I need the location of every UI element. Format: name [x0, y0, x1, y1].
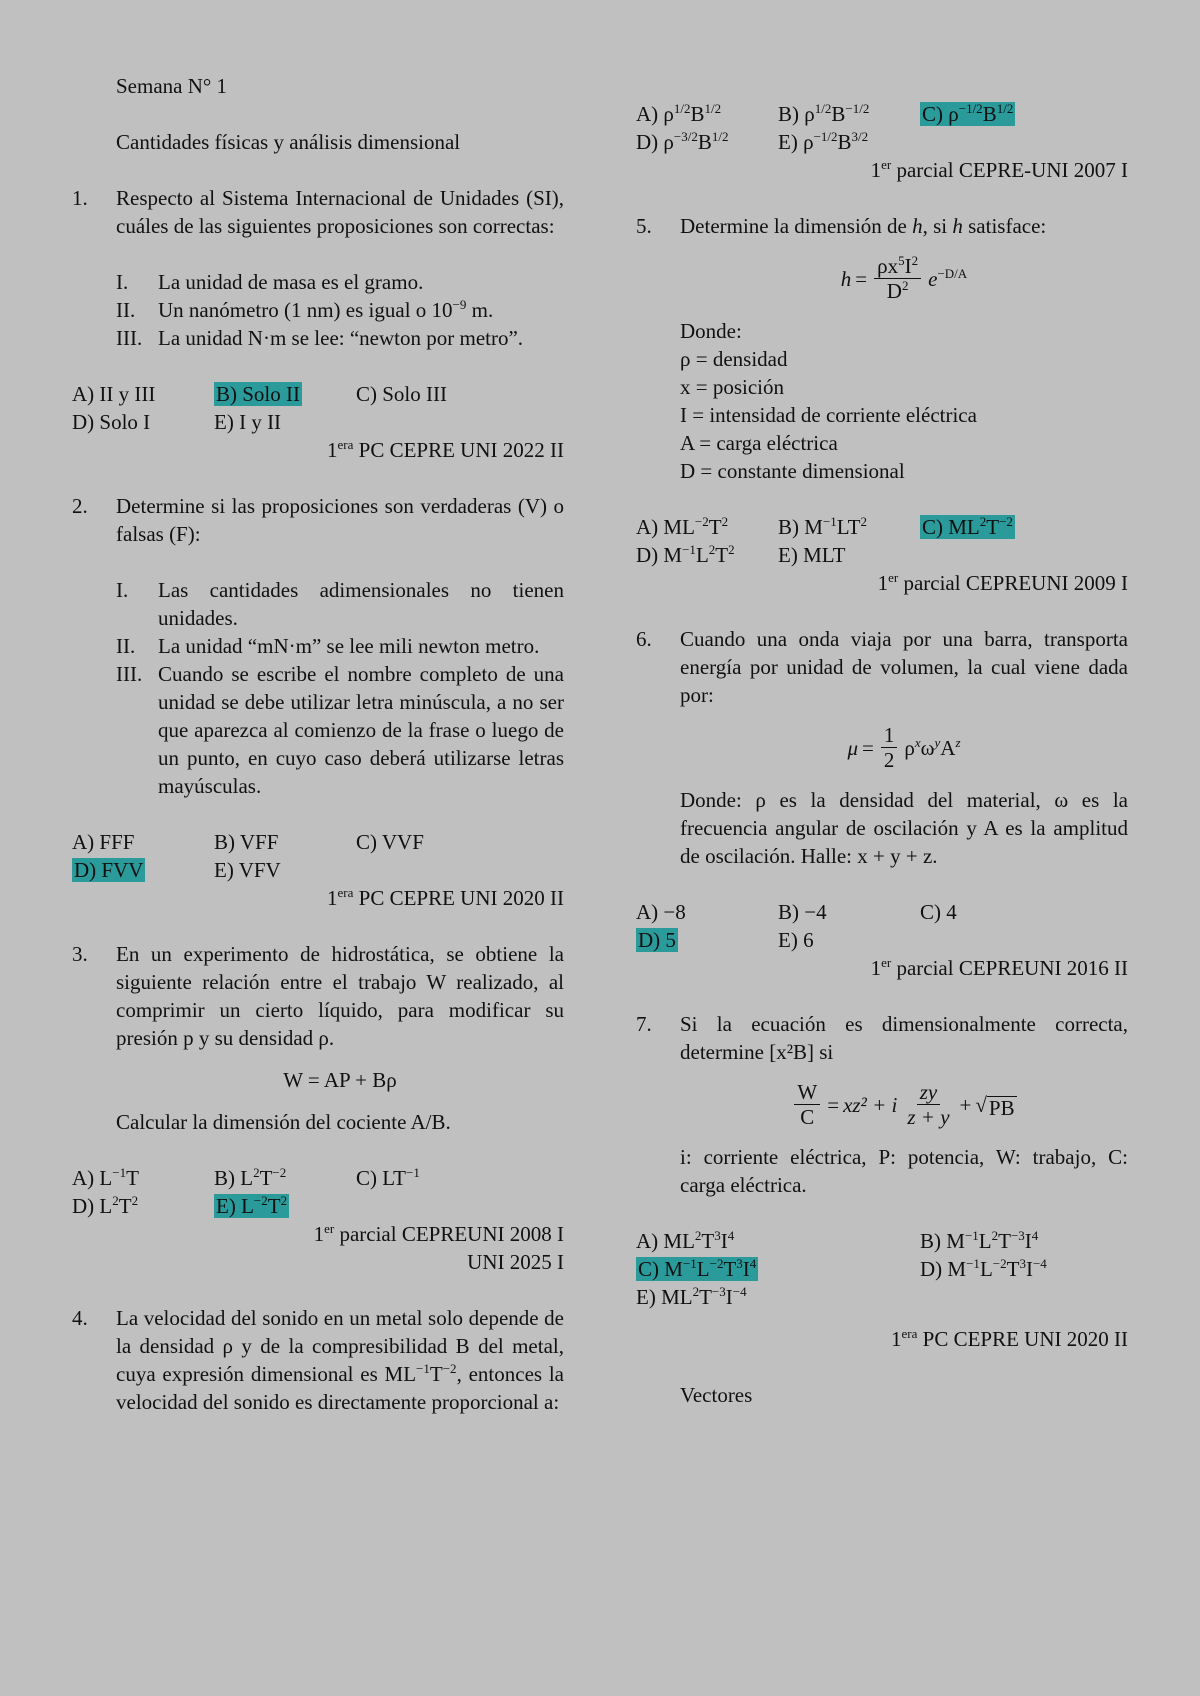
option-b[interactable]: B) $L^2T^{-2}$: [214, 1165, 287, 1190]
option-c[interactable]: C) $LT^{-1}$: [356, 1165, 420, 1190]
option-e[interactable]: E) $\rho^{-1/2}B^{3/2}$: [778, 129, 869, 154]
proposition: I. La unidad de masa es el gramo.: [116, 270, 424, 294]
question-text: Determine si las proposiciones son verdaderas (V) o falsas (F):: [116, 494, 564, 546]
question-text: Cuando una onda viaja por una barra, transporta energía por unidad de volumen, la cual viene dada por:: [680, 627, 1128, 707]
option-d[interactable]: D) $M^{-1}L^{-2}T^3I^{-4}$: [920, 1256, 1047, 1281]
question-4: [72, 1304, 564, 1416]
proposition-list: [116, 268, 564, 352]
question-text: Respecto al Sistema Internacional de Unidades (SI), cuáles de las siguientes proposiciones son correctas:: [116, 186, 564, 238]
question-7: [636, 1010, 1128, 1066]
option-d[interactable]: D) $\rho^{-3/2}B^{1/2}$: [636, 129, 729, 154]
source-reference: 1er parcial CEPREUNI 2009 I: [877, 570, 1128, 595]
option-c[interactable]: [920, 100, 1128, 128]
week-title: Semana N° 1: [116, 74, 228, 98]
option-e[interactable]: E) 6: [778, 928, 814, 952]
question-1: [72, 184, 564, 240]
question-number: 6.: [636, 627, 652, 651]
question-2: [72, 492, 564, 548]
correct-answer-highlight: C) $ML^2T^{-2}$: [922, 514, 1013, 539]
proposition: II. Un nanómetro (1 nm) es igual o $10^{-9}$ m.: [116, 297, 494, 322]
proposition: III. Cuando se escribe el nombre completo de una unidad se debe utilizar letra minúscula, a no ser que aparezca al comienzo de la frase o luego de un punto, en cuyo caso deberá utilizarse letras mayúsculas.: [116, 662, 564, 798]
option-e[interactable]: E) VFV: [214, 858, 281, 882]
answer-options: [636, 898, 1128, 954]
answer-options: [636, 1227, 1128, 1311]
correct-answer-highlight: E) $L^{-2}T^2$: [216, 1193, 288, 1218]
option-b[interactable]: B) −4: [778, 900, 827, 924]
source-reference: $1^{era}$ PC CEPRE UNI 2022 II: [327, 437, 564, 462]
source-reference: 1er parcial CEPREUNI 2016 II: [870, 955, 1128, 980]
option-a[interactable]: A) FFF: [72, 830, 135, 854]
option-c[interactable]: C) VVF: [356, 830, 424, 854]
question-number: 1.: [72, 186, 88, 210]
correct-answer-highlight: D) FVV: [74, 858, 144, 882]
option-c[interactable]: [920, 513, 1128, 541]
option-b[interactable]: B) $M^{-1}LT^2$: [778, 514, 868, 539]
next-section-title: Vectores: [680, 1383, 753, 1407]
right-column: [636, 100, 1128, 1409]
option-b[interactable]: B) $M^{-1}L^2T^{-3}I^4$: [920, 1228, 1039, 1253]
formula: μ = $\frac{1}{2}$ $\rho^x\omega^yA^z$: [847, 723, 961, 772]
proposition: II. La unidad “mN·m” se lee mili newton metro.: [116, 634, 540, 658]
option-d[interactable]: D) $L^2T^2$: [72, 1193, 139, 1218]
option-b[interactable]: [214, 380, 356, 408]
option-a[interactable]: A) $ML^2T^3I^4$: [636, 1228, 735, 1253]
correct-answer-highlight: C) $M^{-1}L^{-2}T^3I^4$: [638, 1256, 757, 1281]
proposition-list: [116, 576, 564, 800]
correct-answer-highlight: B) Solo II: [216, 382, 300, 406]
option-a[interactable]: A) −8: [636, 900, 686, 924]
option-a[interactable]: A) $ML^{-2}T^2$: [636, 514, 729, 539]
option-d[interactable]: D) Solo I: [72, 410, 151, 434]
formula: $\frac{W}{C}$ = xz² + i $\frac{zy}{z + y}$ + √ PB: [636, 1080, 1128, 1129]
question-text: Determine la dimensión de h, si h satisface:: [680, 214, 1047, 238]
option-d[interactable]: [636, 926, 778, 954]
question-text: En un experimento de hidrostática, se obtiene la siguiente relación entre el trabajo W realizado, al comprimir un cierto líquido, para modificar su presión p y su densidad ρ.: [116, 942, 564, 1050]
answer-options: [72, 828, 564, 884]
answer-options: [72, 380, 564, 436]
option-b[interactable]: B) $\rho^{1/2}B^{-1/2}$: [778, 101, 870, 126]
source-reference: $1^{era}$ PC CEPRE UNI 2020 II: [327, 885, 564, 910]
question-number: 2.: [72, 494, 88, 518]
topic-title: Cantidades físicas y análisis dimensional: [116, 130, 461, 154]
question-ask: Calcular la dimensión del cociente A/B.: [116, 1110, 451, 1134]
option-e[interactable]: [214, 1192, 356, 1220]
proposition: I. Las cantidades adimensionales no tienen unidades.: [116, 578, 564, 630]
option-e[interactable]: E) I y II: [214, 410, 282, 434]
question-3: [72, 940, 564, 1052]
formula: h = $\frac{\rho x^5I^2}{D^2}$ $e^{-D/A}$: [840, 253, 968, 303]
correct-answer-highlight: D) 5: [638, 928, 676, 952]
option-e[interactable]: E) $ML^2T^{-3}I^{-4}$: [636, 1284, 747, 1309]
question-number: 5.: [636, 214, 652, 238]
question-number: 7.: [636, 1012, 652, 1036]
sqrt-symbol: √ PB: [975, 1092, 1015, 1120]
source-reference: 1er parcial CEPREUNI 2008 I: [313, 1221, 564, 1246]
answer-options: [636, 100, 1128, 156]
left-column: [72, 72, 564, 1416]
question-text: La velocidad del sonido en un metal solo depende de la densidad ρ y de la compresibilidad B del metal, cuya expresión dimensional es $ML^{-1}T^{-2}$, entonces la velocidad del sonido es directamente proporcional a:: [116, 1306, 564, 1414]
option-e[interactable]: E) MLT: [778, 543, 846, 567]
option-d[interactable]: D) $M^{-1}L^2T^2$: [636, 542, 735, 567]
where-block: i: corriente eléctrica, P: potencia, W: trabajo, C: carga eléctrica.: [680, 1145, 1128, 1197]
proposition: III. La unidad N·m se lee: “newton por metro”.: [116, 326, 524, 350]
question-6: [636, 625, 1128, 709]
source-reference: $1^{era}$ PC CEPRE UNI 2020 II: [891, 1326, 1128, 1351]
source-reference: 1er parcial CEPRE-UNI 2007 I: [870, 157, 1128, 182]
question-text: Si la ecuación es dimensionalmente correcta, determine [x²B] si: [680, 1012, 1128, 1064]
question-number: 4.: [72, 1306, 88, 1330]
where-block: Donde: ρ es la densidad del material, ω es la frecuencia angular de oscilación y A es la amplitud de oscilación. Halle: x + y + z.: [680, 788, 1128, 868]
answer-options: [72, 1164, 564, 1220]
answer-options: [636, 513, 1128, 569]
option-a[interactable]: A) $\rho^{1/2}B^{1/2}$: [636, 101, 722, 126]
correct-answer-highlight: C) $\rho^{-1/2}B^{1/2}$: [922, 101, 1014, 126]
question-5: [636, 212, 1128, 240]
option-c[interactable]: C) 4: [920, 900, 957, 924]
option-c[interactable]: C) Solo III: [356, 382, 447, 406]
option-d[interactable]: [72, 856, 214, 884]
question-number: 3.: [72, 942, 88, 966]
where-block: Donde: ρ = densidad x = posición I = intensidad de corriente eléctrica A = carga eléctrica D = constante dimensional: [680, 319, 977, 483]
option-a[interactable]: A) II y III: [72, 382, 156, 406]
option-a[interactable]: A) $L^{-1}T$: [72, 1165, 139, 1190]
option-b[interactable]: B) VFF: [214, 830, 279, 854]
source-reference-2: UNI 2025 I: [467, 1250, 564, 1274]
formula: W = AP + Bρ: [283, 1068, 397, 1092]
option-c[interactable]: [636, 1255, 920, 1283]
